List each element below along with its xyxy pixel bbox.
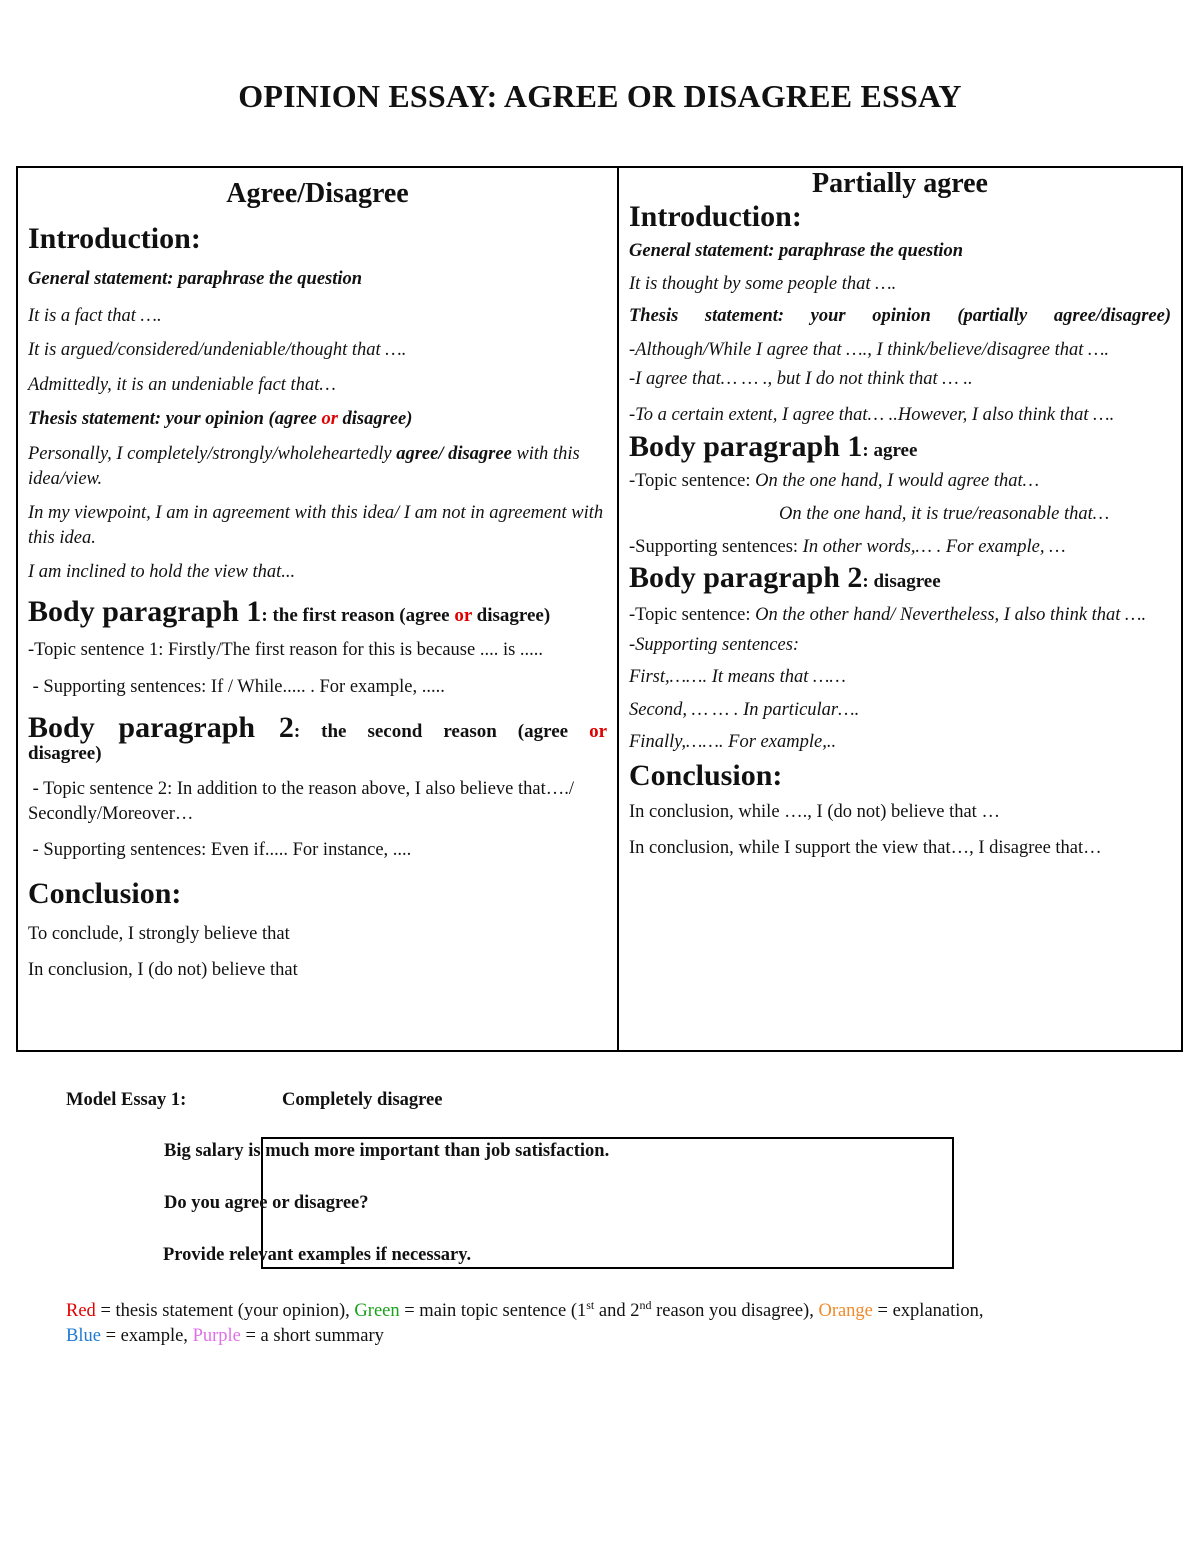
phrase: Admittedly, it is an undeniable fact that… bbox=[28, 374, 336, 395]
phrase: Second, … … . In particular…. bbox=[629, 699, 860, 720]
phrase: - Supporting sentences: Even if..... For instance, .... bbox=[28, 840, 412, 861]
partially-agree-column bbox=[619, 168, 1181, 1050]
section-heading: Body paragraph 1: agree bbox=[629, 430, 918, 464]
question-line: Do you agree or disagree? bbox=[164, 1193, 369, 1213]
phrase: It is thought by some people that …. bbox=[629, 273, 897, 294]
column-heading: Partially agree bbox=[812, 168, 988, 199]
phrase: -Supporting sentences: In other words,… . For example, … bbox=[629, 536, 1066, 557]
model-essay-label: Model Essay 1: bbox=[66, 1090, 187, 1110]
phrase: -Although/While I agree that …., I think/believe/disagree that …. bbox=[629, 339, 1110, 360]
phrase: It is a fact that …. bbox=[28, 305, 162, 326]
phrase: -To a certain extent, I agree that… ..However, I also think that …. bbox=[629, 404, 1115, 425]
phrase: - Supporting sentences: If / While..... . For example, ..... bbox=[28, 676, 445, 697]
section-heading: Body paragraph 2: disagree bbox=[629, 561, 941, 595]
section-heading: Conclusion: bbox=[28, 876, 182, 910]
general-statement-label: General statement: paraphrase the question bbox=[28, 269, 363, 289]
section-heading: Body paragraph 2: the second reason (agree or bbox=[28, 711, 607, 745]
phrase: -Topic sentence 1: Firstly/The first reason for this is because .... is ..... bbox=[28, 639, 544, 660]
phrase: -Topic sentence: On the other hand/ Nevertheless, I also think that …. bbox=[629, 605, 1147, 626]
phrase: In conclusion, I (do not) believe that bbox=[28, 960, 298, 981]
phrase: -I agree that… … ., but I do not think that … .. bbox=[629, 369, 973, 390]
phrase: First,……. It means that …… bbox=[629, 667, 846, 688]
phrase: In conclusion, while …., I (do not) believe that … bbox=[629, 802, 1000, 823]
phrase: I am inclined to hold the view that... bbox=[28, 562, 296, 583]
section-heading: Introduction: bbox=[629, 200, 802, 233]
general-statement-label: General statement: paraphrase the question bbox=[629, 241, 964, 261]
section-heading: Introduction: bbox=[28, 222, 201, 255]
legend-purple: Purple bbox=[192, 1326, 241, 1347]
section-heading-continued: disagree) bbox=[28, 743, 102, 765]
question-line: Provide relevant examples if necessary. bbox=[163, 1245, 472, 1265]
legend-orange: Orange bbox=[818, 1301, 873, 1322]
phrase: - Topic sentence 2: In addition to the reason above, I also believe that…./ Secondly/Moreover… bbox=[28, 779, 579, 824]
phrase: Personally, I completely/strongly/wholeheartedly agree/ disagree with this idea/view. bbox=[28, 443, 580, 489]
column-heading: Agree/Disagree bbox=[226, 178, 409, 209]
phrase: In conclusion, while I support the view that…, I disagree that… bbox=[629, 837, 1102, 858]
section-heading: Body paragraph 1: the first reason (agree or disagree) bbox=[28, 594, 551, 628]
phrase: Finally,……. For example,.. bbox=[629, 732, 837, 753]
model-essay-type: Completely disagree bbox=[282, 1090, 443, 1110]
color-legend: Red = thesis statement (your opinion), Green = main topic sentence (1st and 2nd reason you disagree), Orange = explanation, Blue = example, Purple = a short summary bbox=[66, 1298, 984, 1347]
phrase: -Supporting sentences: bbox=[629, 634, 800, 655]
question-line: Big salary is much more important than job satisfaction. bbox=[164, 1141, 610, 1161]
section-heading: Conclusion: bbox=[629, 759, 783, 793]
phrase: In my viewpoint, I am in agreement with this idea/ I am not in agreement with this idea. bbox=[28, 503, 604, 548]
thesis-statement-label: Thesis statement: your opinion (agree or disagree) bbox=[28, 409, 413, 430]
phrase: It is argued/considered/undeniable/thought that …. bbox=[28, 340, 407, 361]
comparison-table bbox=[16, 166, 1183, 1052]
model-essay-header bbox=[66, 1090, 442, 1111]
thesis-statement-label: Thesis statement: your opinion (partially agree/disagree) bbox=[629, 306, 1171, 327]
phrase: To conclude, I strongly believe that bbox=[28, 923, 290, 944]
legend-blue: Blue bbox=[66, 1326, 101, 1347]
legend-green: Green bbox=[354, 1301, 400, 1322]
legend-red: Red bbox=[66, 1301, 96, 1322]
page-title: OPINION ESSAY: AGREE OR DISAGREE ESSAY bbox=[238, 78, 962, 114]
phrase: On the one hand, it is true/reasonable that… bbox=[779, 504, 1110, 524]
phrase: -Topic sentence: On the one hand, I would agree that… bbox=[629, 471, 1040, 492]
agree-disagree-column bbox=[18, 168, 619, 1050]
